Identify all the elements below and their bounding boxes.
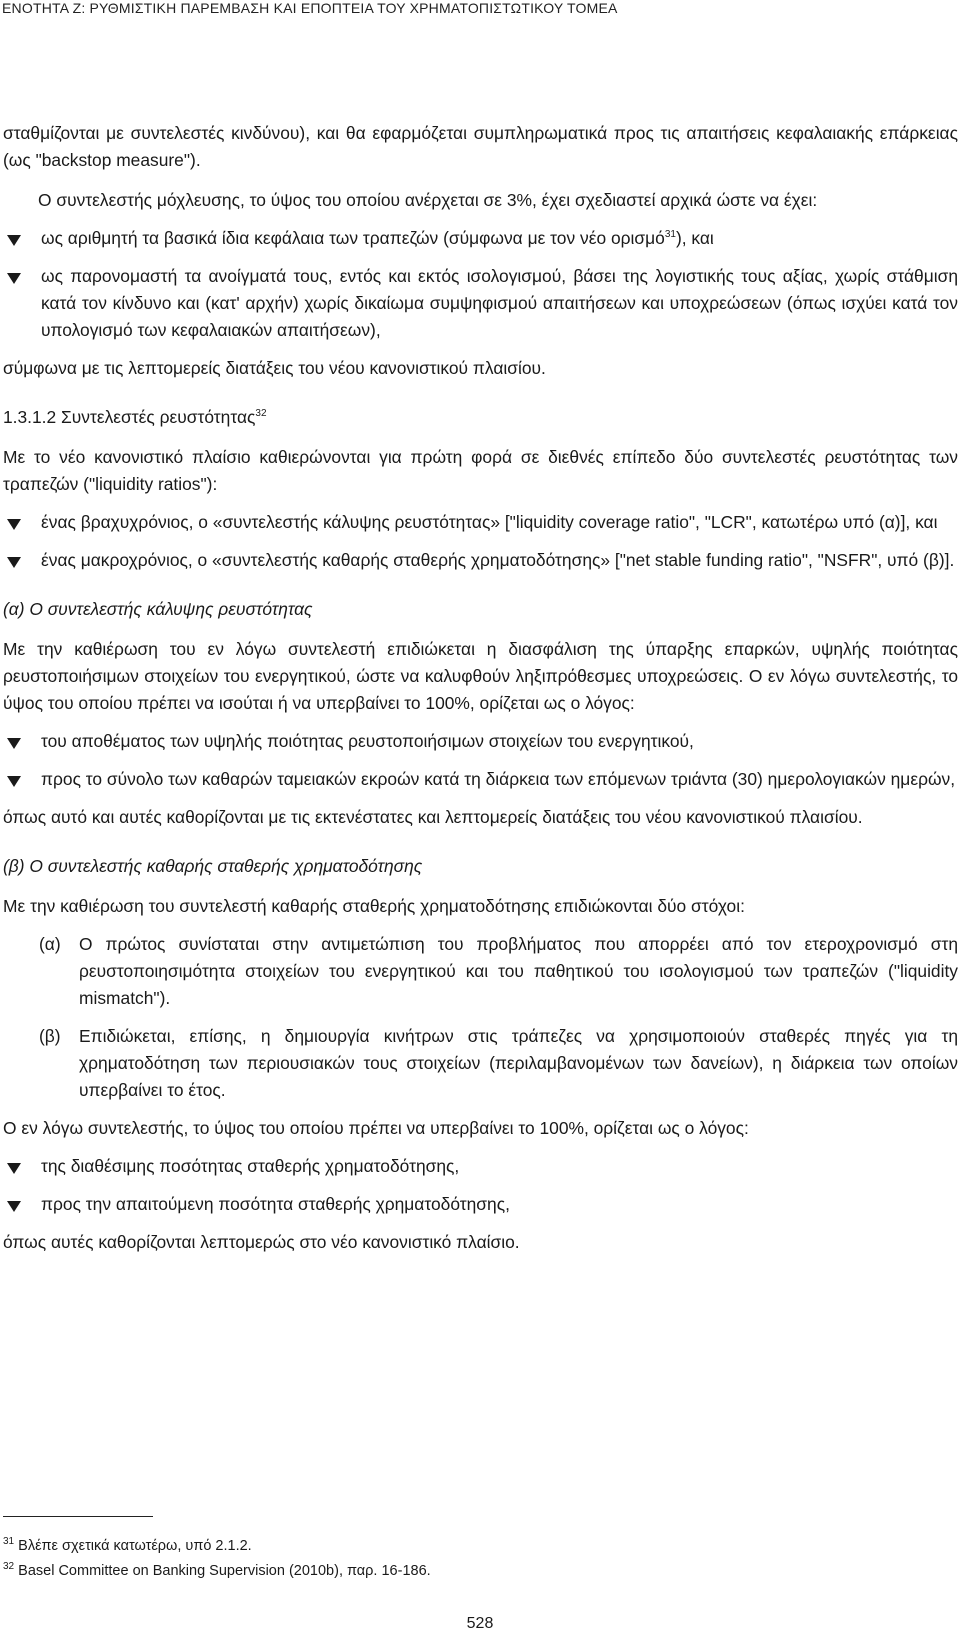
list-item: [3, 728, 958, 755]
running-head: ΕΝΟΤΗΤΑ Ζ: ΡΥΘΜΙΣΤΙΚΗ ΠΑΡΕΜΒΑΣΗ ΚΑΙ ΕΠΟΠΤΕΙΑ ΤΟΥ ΧΡΗΜΑΤΟΠΙΣΤΩΤΙΚΟΥ ΤΟΜΕΑ: [2, 0, 618, 16]
section-heading: [3, 404, 958, 431]
triangle-bullet-icon: [7, 273, 21, 284]
nsfr-intro: Με την καθιέρωση του συντελεστή καθαρής σταθερής χρηματοδότησης επιδιώκονται δύο στόχοι:: [3, 896, 745, 916]
lcr-denominator: προς το σύνολο των καθαρών ταμειακών εκροών κατά τη διάρκεια των επόμενων τριάντα (30) ημερολογιακών ημερών,: [41, 769, 956, 789]
list-item: [3, 509, 958, 536]
nsfr-numerator: της διαθέσιμης ποσότητας σταθερής χρηματοδότησης,: [41, 1156, 460, 1176]
page-body: [3, 120, 958, 1256]
footnotes: [3, 1534, 431, 1584]
list-item: [3, 225, 958, 252]
footnote-divider: [3, 1516, 153, 1517]
footnote-number: 32: [3, 1561, 15, 1573]
footnote: [3, 1534, 431, 1559]
triangle-bullet-icon: [7, 776, 21, 787]
footnote-text: Basel Committee on Banking Supervision (2010b), παρ. 16-186.: [18, 1563, 431, 1579]
lcr-numerator: του αποθέματος των υψηλής ποιότητας ρευστοποιήσιμων στοιχείων του ενεργητικού,: [41, 731, 694, 751]
nsfr-goal-b: Επιδιώκεται, επίσης, η δημιουργία κινήτρων στις τράπεζες να χρησιμοποιούν σταθερές πηγές για τη χρηματοδότηση των περιουσιακών τους στοιχείων (περιλαμβανομένων των δανείων), η διάρκεια των οποίων υπερβαίνει το έτος.: [79, 1026, 958, 1100]
liquidity-intro: Με το νέο κανονιστικό πλαίσιο καθιερώνονται για πρώτη φορά σε διεθνές επίπεδο δύο συντελεστές ρευστότητας των τραπεζών ("liquidity ratios"):: [3, 447, 958, 494]
list-item: [3, 931, 958, 1012]
triangle-bullet-icon: [7, 738, 21, 749]
triangle-bullet-icon: [7, 235, 21, 246]
leverage-closing: σύμφωνα με τις λεπτομερείς διατάξεις του νέου κανονιστικού πλαισίου.: [3, 358, 546, 378]
nsfr-goal-a: Ο πρώτος συνίσταται στην αντιμετώπιση του προβλήματος που απορρέει από τον ετεροχρονισμό στη ρευστοποιησιμότητα στοιχείων του ενεργητικού και του παθητικού του ισολογισμού των τραπεζών ("liquidity mismatch").: [79, 934, 958, 1008]
nsfr-ratio-intro: Ο εν λόγω συντελεστής, το ύψος του οποίου πρέπει να υπερβαίνει το 100%, ορίζεται ως ο λόγος:: [3, 1118, 749, 1138]
page-number: 528: [466, 1615, 494, 1632]
nsfr-heading: (β) Ο συντελεστής καθαρής σταθερής χρηματοδότησης: [3, 856, 423, 876]
enum-marker: (α): [39, 934, 61, 954]
triangle-bullet-icon: [7, 557, 21, 568]
footnote-ref: 31: [664, 229, 676, 241]
triangle-bullet-icon: [7, 519, 21, 530]
footnote-ref: 32: [255, 408, 267, 420]
paragraph-continuation: σταθμίζονται με συντελεστές κινδύνου), και θα εφαρμόζεται συμπληρωματικά προς τις απαιτήσεις κεφαλαιακής επάρκειας (ως "backstop measure").: [3, 123, 958, 170]
lcr-bullet: ένας βραχυχρόνιος, ο «συντελεστής κάλυψης ρευστότητας» ["liquidity coverage ratio", "LCR", κατωτέρω υπό (α)], και: [41, 512, 938, 532]
triangle-bullet-icon: [7, 1201, 21, 1212]
enum-marker: (β): [39, 1026, 61, 1046]
leverage-numerator: ως αριθμητή τα βασικά ίδια κεφάλαια των τραπεζών (σύμφωνα με τον νέο ορισμό: [41, 228, 665, 248]
lcr-intro: Με την καθιέρωση του εν λόγω συντελεστή επιδιώκεται η διασφάλιση της ύπαρξης επαρκών, υψηλής ποιότητας ρευστοποιήσιμων στοιχείων του ενεργητικού, ώστε να καλυφθούν ληξιπρόθεσμες υποχρεώσεις. Ο εν λόγω συντελεστής, το ύψος του οποίου πρέπει να ισούται ή να υπερβαίνει το 100%, ορίζεται ως ο λόγος:: [3, 639, 958, 713]
footnote-text: Βλέπε σχετικά κατωτέρω, υπό 2.1.2.: [18, 1538, 252, 1554]
leverage-numerator-tail: ), και: [675, 228, 714, 248]
nsfr-closing: όπως αυτές καθορίζονται λεπτομερώς στο νέο κανονιστικό πλαίσιο.: [3, 1232, 520, 1252]
nsfr-denominator: προς την απαιτούμενη ποσότητα σταθερής χρηματοδότησης,: [41, 1194, 510, 1214]
footnote: [3, 1559, 431, 1584]
section-title: 1.3.1.2 Συντελεστές ρευστότητας: [3, 407, 256, 427]
lcr-heading: (α) Ο συντελεστής κάλυψης ρευστότητας: [3, 599, 313, 619]
triangle-bullet-icon: [7, 1163, 21, 1174]
leverage-denominator: ως παρονομαστή τα ανοίγματά τους, εντός και εκτός ισολογισμού, βάσει της λογιστικής τους αξίας, χωρίς στάθμιση κατά τον κίνδυνο και (κατ' αρχήν) χωρίς δικαίωμα συμψηφισμού απαιτήσεων και υποχρεώσεων (όπως ισχύει κατά τον υπολογισμό των κεφαλαιακών απαιτήσεων),: [41, 266, 958, 340]
footnote-number: 31: [3, 1536, 15, 1548]
lcr-closing: όπως αυτό και αυτές καθορίζονται με τις εκτενέστατες και λεπτομερείς διατάξεις του νέου κανονιστικού πλαισίου.: [3, 807, 863, 827]
list-item: [3, 766, 958, 793]
list-item: [3, 547, 958, 574]
list-item: [3, 1153, 958, 1180]
nsfr-bullet: ένας μακροχρόνιος, ο «συντελεστής καθαρής σταθερής χρηματοδότησης» ["net stable funding ratio", "NSFR", υπό (β)].: [41, 550, 955, 570]
list-item: [3, 1191, 958, 1218]
leverage-intro: Ο συντελεστής μόχλευσης, το ύψος του οποίου ανέρχεται σε 3%, έχει σχεδιαστεί αρχικά ώστε να έχει:: [38, 190, 818, 210]
list-item: [3, 1023, 958, 1104]
list-item: [3, 263, 958, 344]
